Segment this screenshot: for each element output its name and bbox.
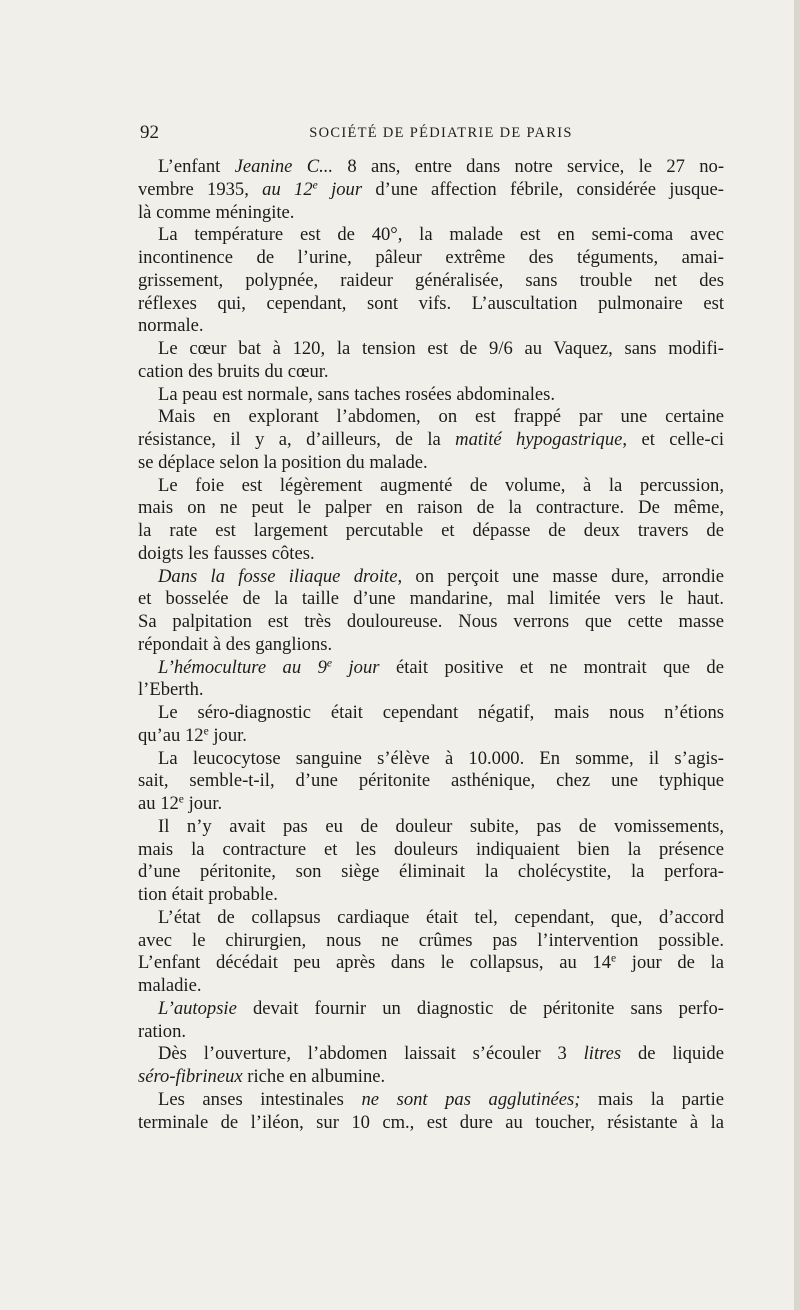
text-line	[138, 657, 724, 680]
italic-text: au 12	[262, 178, 313, 200]
text-segment: normale.	[138, 315, 204, 337]
italic-text: matité hypogastrique	[455, 429, 623, 450]
superscript: e	[611, 952, 617, 965]
text-line	[138, 952, 724, 975]
italic-text: ne sont pas agglutinées;	[361, 1088, 581, 1110]
text-segment: La peau est normale, sans taches rosées abdominales.	[158, 383, 556, 405]
text-segment: sait, semble-t-il, d’une péritonite asthénique, chez une typhique	[138, 770, 724, 792]
text-segment: L’état de collapsus cardiaque était tel, cependant, que, d’accord	[158, 906, 724, 928]
text-line	[138, 315, 724, 338]
text-segment: et bosselée de la taille d’une mandarine, mal limitée vers le haut.	[138, 588, 724, 610]
text-segment: au 12	[138, 793, 179, 814]
text-segment: 8 ans, entre dans notre service, le 27 no-	[333, 156, 725, 177]
text-line	[138, 224, 724, 247]
text-segment: de liquide	[621, 1043, 724, 1065]
text-segment: riche en albumine.	[242, 1066, 386, 1087]
text-line	[138, 679, 724, 702]
page-number: 92	[140, 122, 159, 143]
text-line	[138, 475, 724, 498]
text-segment: grissement, polypnée, raideur généralisée, sans trouble net des	[138, 269, 724, 291]
text-segment: Le cœur bat à 120, la tension est de 9/6 au Vaquez, sans modifi-	[158, 338, 724, 359]
body-text	[138, 156, 724, 1134]
text-line	[138, 270, 724, 293]
text-segment: jour.	[183, 793, 223, 814]
text-line	[138, 748, 724, 771]
text-segment: , et celle-ci	[622, 429, 724, 450]
text-line	[138, 1066, 724, 1089]
text-line	[138, 816, 724, 839]
text-segment: Mais en explorant l’abdomen, on est frappé par une certaine	[158, 406, 724, 428]
text-segment: la rate est largement percutable et dépasse de deux travers de	[138, 520, 724, 541]
text-segment: jour.	[208, 724, 247, 746]
text-line	[138, 634, 724, 657]
text-line	[138, 793, 724, 816]
text-segment: doigts les fausses côtes.	[138, 542, 315, 564]
text-line	[138, 361, 724, 384]
text-line	[138, 406, 724, 429]
text-segment: tion était probable.	[138, 884, 278, 905]
text-line	[138, 725, 724, 748]
text-line	[138, 975, 724, 998]
text-segment: Les anses intestinales	[158, 1088, 362, 1110]
italic-text: Dans la fosse iliaque droite	[158, 565, 398, 587]
page-edge	[794, 0, 800, 1310]
text-line	[138, 611, 724, 634]
text-segment: répondait à des ganglions.	[138, 633, 333, 655]
text-line	[138, 907, 724, 930]
text-line	[138, 247, 724, 270]
text-segment: terminale de l’iléon, sur 10 cm., est dure au toucher, résistante à la	[138, 1111, 724, 1133]
text-segment: d’une péritonite, son siège éliminait la cholécystite, la perfora-	[138, 861, 724, 883]
text-segment: vembre 1935,	[138, 178, 263, 200]
text-segment: se déplace selon la position du malade.	[138, 451, 428, 473]
text-segment: Le foie est légèrement augmenté de volume, à la percussion,	[158, 474, 724, 496]
text-line	[138, 179, 724, 202]
text-line	[138, 520, 724, 543]
superscript: e	[203, 725, 209, 738]
italic-text: Jeanine C...	[234, 156, 334, 177]
italic-text: litres	[583, 1043, 622, 1065]
text-segment: mais on ne peut le palper en raison de la contracture. De même,	[138, 497, 724, 519]
text-line	[138, 566, 724, 589]
superscript: e	[312, 179, 318, 192]
text-line	[138, 497, 724, 520]
text-line	[138, 202, 724, 225]
italic-text: L’autopsie	[158, 997, 237, 1019]
italic-text: L’hémoculture au 9	[158, 656, 327, 678]
superscript: e	[326, 657, 333, 670]
text-line	[138, 588, 724, 611]
text-segment: ration.	[138, 1020, 187, 1042]
text-line	[138, 770, 724, 793]
text-segment: devait fournir un diagnostic de péritonite sans perfo-	[236, 997, 724, 1019]
text-segment: mais la partie	[580, 1088, 724, 1110]
text-line	[138, 998, 724, 1021]
text-segment: l’Eberth.	[138, 679, 204, 701]
italic-text: jour	[317, 178, 363, 200]
text-segment: réflexes qui, cependant, sont vifs. L’auscultation pulmonaire est	[138, 292, 724, 314]
text-segment: Il n’y avait pas eu de douleur subite, pas de vomissements,	[158, 815, 724, 837]
text-segment: mais la contracture et les douleurs indiquaient bien la présence	[138, 838, 724, 860]
text-line	[138, 839, 724, 862]
text-segment: d’une affection fébrile, considérée jusque-	[362, 178, 724, 200]
text-segment: qu’au 12	[138, 724, 204, 746]
text-line	[138, 452, 724, 475]
text-line	[138, 384, 724, 407]
text-line	[138, 293, 724, 316]
text-segment: maladie.	[138, 975, 202, 996]
text-segment: L’enfant	[158, 156, 235, 177]
text-segment: Sa palpitation est très douloureuse. Nous verrons que cette masse	[138, 611, 724, 632]
text-segment: L’enfant décédait peu après dans le collapsus, au 14	[138, 952, 611, 974]
text-segment: résistance, il y a, d’ailleurs, de la	[138, 429, 456, 450]
text-line	[138, 1021, 724, 1044]
text-line	[138, 1089, 724, 1112]
text-segment: La température est de 40°, la malade est en semi-coma avec	[158, 224, 724, 246]
text-line	[138, 1112, 724, 1135]
text-line	[138, 702, 724, 725]
superscript: e	[178, 793, 184, 806]
text-segment: là comme méningite.	[138, 201, 295, 223]
text-segment: jour de la	[616, 952, 724, 974]
text-segment: Dès l’ouverture, l’abdomen laissait s’écouler 3	[158, 1043, 584, 1065]
italic-text: jour	[332, 656, 380, 678]
text-line	[138, 1043, 724, 1066]
italic-text: séro-fibrineux	[138, 1066, 243, 1087]
text-segment: avec le chirurgien, nous ne crûmes pas l’intervention possible.	[138, 929, 724, 951]
text-line	[138, 930, 724, 953]
text-line	[138, 543, 724, 566]
text-segment: incontinence de l’urine, pâleur extrême des téguments, amai-	[138, 247, 724, 268]
text-segment: La leucocytose sanguine s’élève à 10.000. En somme, il s’agis-	[158, 747, 724, 769]
text-line	[138, 156, 724, 179]
running-header	[140, 122, 724, 144]
text-line	[138, 861, 724, 884]
text-segment: , on perçoit une masse dure, arrondie	[397, 565, 724, 587]
text-line	[138, 429, 724, 452]
text-segment: était positive et ne montrait que de	[379, 656, 724, 678]
text-segment: Le séro-diagnostic était cependant négatif, mais nous n’étions	[158, 702, 724, 723]
text-line	[138, 338, 724, 361]
text-line	[138, 884, 724, 907]
running-head-title: SOCIÉTÉ DE PÉDIATRIE DE PARIS	[309, 125, 573, 141]
text-segment: cation des bruits du cœur.	[138, 360, 329, 382]
